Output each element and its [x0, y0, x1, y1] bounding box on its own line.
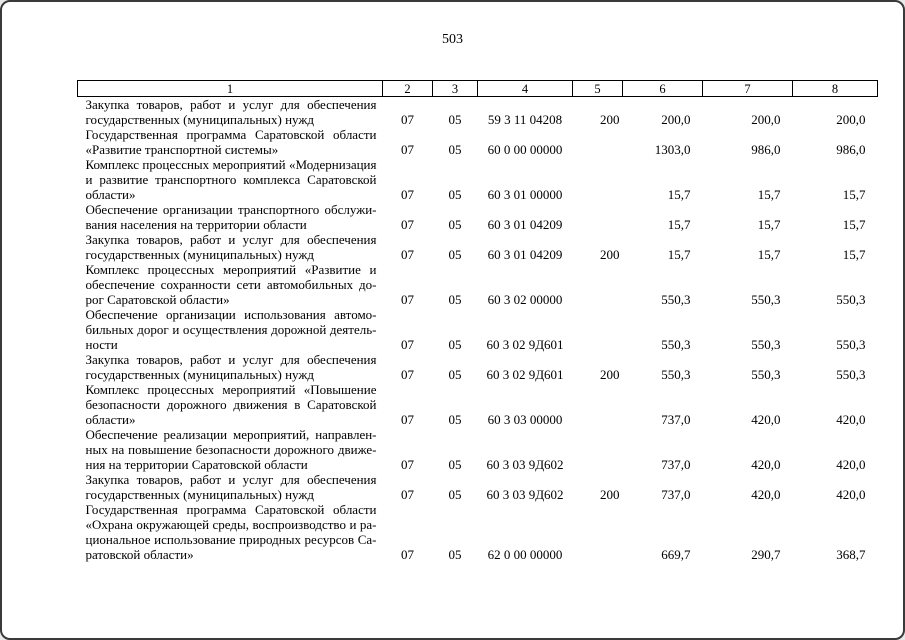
row-value-cell: 550,3 [661, 292, 691, 307]
row-value-cell: 986,0 [751, 142, 781, 157]
table-row [78, 127, 878, 157]
row-name-line: «Развитие транспортной системы» [85, 142, 279, 157]
row-name-line: Комплекс процессных мероприятий «Развитие и [85, 262, 377, 277]
header-cell-4: 4 [478, 81, 573, 97]
row-name-cell [78, 307, 383, 352]
table-row [78, 157, 878, 202]
row-name-cell [78, 472, 383, 502]
header-cell-7: 7 [703, 81, 793, 97]
row-value-cell: 07 [401, 292, 414, 307]
row-value-cell: 60 3 02 00000 [487, 292, 563, 307]
row-value-cell: 420,0 [836, 457, 866, 472]
row-value-cell: 60 3 03 9Д602 [486, 457, 564, 472]
row-name-line: циональное использование природных ресурсов Са- [85, 532, 377, 547]
row-name-cell [78, 427, 383, 472]
row-value-cell: 07 [401, 337, 414, 352]
row-value-cell: 05 [448, 112, 462, 127]
row-value-cell: 420,0 [751, 412, 781, 427]
row-value-cell: 420,0 [836, 487, 866, 502]
row-name-line: Обеспечение организации транспортного обслужи- [85, 202, 377, 217]
row-name-line: ных на повышение безопасности дорожного движе- [85, 442, 377, 457]
row-value-cell: 15,7 [757, 247, 781, 262]
row-value-cell: 07 [401, 547, 414, 562]
row-value-cell: 07 [401, 457, 414, 472]
table-header [78, 81, 878, 97]
row-name-line: бильных дорог и осуществления дорожной деятель- [85, 322, 377, 337]
row-value-cell: 60 3 01 04209 [487, 217, 563, 232]
row-value-cell: 986,0 [836, 142, 866, 157]
row-name-line: государственных (муниципальных) нужд [85, 487, 314, 502]
row-value-cell: 07 [401, 187, 414, 202]
table-row [78, 307, 878, 352]
row-value-cell: 05 [448, 547, 462, 562]
row-value-cell: 60 0 00 00000 [487, 142, 563, 157]
row-value-cell: 07 [401, 217, 414, 232]
row-value-cell: 60 3 02 9Д601 [486, 367, 564, 382]
table-row [78, 352, 878, 382]
row-name-cell [78, 232, 383, 262]
row-value-cell: 290,7 [751, 547, 781, 562]
row-value-cell: 15,7 [757, 187, 781, 202]
row-value-cell: 420,0 [751, 457, 781, 472]
row-name-line: государственных (муниципальных) нужд [85, 112, 314, 127]
row-value-cell: 07 [401, 112, 414, 127]
row-value-cell [573, 262, 623, 307]
row-value-cell: 60 3 03 9Д602 [486, 487, 564, 502]
row-value-cell: 200,0 [661, 112, 691, 127]
row-value-cell [573, 157, 623, 202]
row-value-cell: 200 [600, 112, 620, 127]
row-name-line: ния на территории Саратовской области [85, 457, 308, 472]
row-name-line: Закупка товаров, работ и услуг для обеспечения [85, 352, 377, 367]
row-name-line: «Охрана окружающей среды, воспроизводство и ра- [85, 517, 377, 532]
table-row [78, 427, 878, 472]
row-value-cell [573, 307, 623, 352]
row-name-line: Государственная программа Саратовской области [85, 127, 377, 142]
row-name-cell [78, 202, 383, 232]
row-value-cell: 550,3 [661, 367, 691, 382]
header-cell-5: 5 [573, 81, 623, 97]
row-value-cell: 59 3 11 04208 [487, 112, 563, 127]
row-value-cell: 669,7 [661, 547, 691, 562]
row-value-cell: 60 3 02 9Д601 [486, 337, 564, 352]
row-name-line: рог Саратовской области» [85, 292, 230, 307]
row-value-cell [573, 427, 623, 472]
header-cell-3: 3 [433, 81, 478, 97]
row-name-cell [78, 502, 383, 562]
header-cell-6: 6 [623, 81, 703, 97]
table-row [78, 97, 878, 128]
row-value-cell: 07 [401, 142, 414, 157]
row-value-cell: 05 [448, 412, 462, 427]
row-value-cell: 05 [448, 487, 462, 502]
header-cell-2: 2 [383, 81, 433, 97]
row-value-cell [573, 382, 623, 427]
row-value-cell: 550,3 [836, 337, 866, 352]
row-value-cell: 15,7 [667, 187, 691, 202]
row-value-cell: 05 [448, 292, 462, 307]
row-value-cell: 550,3 [836, 292, 866, 307]
row-name-line: Закупка товаров, работ и услуг для обеспечения [85, 472, 377, 487]
row-value-cell: 200 [600, 367, 620, 382]
row-value-cell: 07 [401, 367, 414, 382]
row-value-cell: 15,7 [842, 247, 866, 262]
row-value-cell: 05 [448, 217, 462, 232]
row-value-cell: 07 [401, 247, 414, 262]
row-value-cell: 737,0 [661, 487, 691, 502]
row-value-cell: 550,3 [751, 337, 781, 352]
row-value-cell [573, 502, 623, 562]
row-name-cell [78, 157, 383, 202]
row-name-line: ратовской области» [85, 547, 194, 562]
row-value-cell: 550,3 [836, 367, 866, 382]
row-value-cell: 60 3 01 00000 [487, 187, 563, 202]
row-value-cell: 15,7 [842, 187, 866, 202]
row-value-cell [573, 127, 623, 157]
row-name-line: государственных (муниципальных) нужд [85, 367, 314, 382]
row-value-cell: 550,3 [751, 292, 781, 307]
row-name-line: ности [85, 337, 118, 352]
row-name-line: Закупка товаров, работ и услуг для обеспечения [85, 97, 377, 112]
table-row [78, 382, 878, 427]
row-value-cell: 420,0 [751, 487, 781, 502]
row-value-cell: 737,0 [661, 457, 691, 472]
row-name-line: Закупка товаров, работ и услуг для обеспечения [85, 232, 377, 247]
row-name-line: обеспечение сохранности сети автомобильных до- [85, 277, 377, 292]
row-name-line: Комплекс процессных мероприятий «Модернизация [85, 157, 377, 172]
row-name-line: Государственная программа Саратовской области [85, 502, 377, 517]
row-value-cell: 07 [401, 487, 414, 502]
row-value-cell: 550,3 [751, 367, 781, 382]
row-value-cell: 15,7 [842, 217, 866, 232]
row-name-line: области» [85, 412, 136, 427]
table-row [78, 202, 878, 232]
row-value-cell: 368,7 [836, 547, 866, 562]
row-value-cell: 05 [448, 337, 462, 352]
header-cell-1: 1 [78, 81, 383, 97]
row-value-cell: 60 3 01 04209 [487, 247, 563, 262]
row-name-line: безопасности дорожного движения в Саратовской [85, 397, 377, 412]
row-name-line: государственных (муниципальных) нужд [85, 247, 314, 262]
row-value-cell: 200 [600, 247, 620, 262]
row-name-cell [78, 127, 383, 157]
row-value-cell: 420,0 [836, 412, 866, 427]
row-value-cell: 200,0 [836, 112, 866, 127]
row-value-cell: 05 [448, 187, 462, 202]
row-name-line: области» [85, 187, 136, 202]
row-name-cell [78, 97, 383, 128]
row-value-cell: 60 3 03 00000 [487, 412, 563, 427]
table-row [78, 472, 878, 502]
row-value-cell: 05 [448, 142, 462, 157]
row-name-line: и развитие транспортного комплекса Саратовской [85, 172, 377, 187]
header-cell-8: 8 [793, 81, 878, 97]
table-row [78, 262, 878, 307]
row-value-cell: 15,7 [757, 217, 781, 232]
table-row [78, 232, 878, 262]
row-value-cell: 05 [448, 367, 462, 382]
row-value-cell: 1303,0 [654, 142, 691, 157]
table-row [78, 502, 878, 562]
table-body [78, 97, 878, 563]
row-name-line: вания населения на территории области [85, 217, 307, 232]
row-value-cell: 200 [600, 487, 620, 502]
row-name-line: Обеспечение организации использования автомо- [85, 307, 377, 322]
row-value-cell: 737,0 [661, 412, 691, 427]
row-value-cell: 05 [448, 457, 462, 472]
row-name-cell [78, 262, 383, 307]
row-value-cell: 200,0 [751, 112, 781, 127]
row-name-line: Комплекс процессных мероприятий «Повышение [85, 382, 377, 397]
row-value-cell: 62 0 00 00000 [487, 547, 563, 562]
row-name-line: Обеспечение реализации мероприятий, направлен- [85, 427, 377, 442]
row-value-cell: 15,7 [667, 247, 691, 262]
row-value-cell: 07 [401, 412, 414, 427]
page-number: 503 [442, 32, 463, 47]
row-value-cell [573, 202, 623, 232]
row-value-cell: 15,7 [667, 217, 691, 232]
table-header-row [78, 81, 878, 97]
row-value-cell: 05 [448, 247, 462, 262]
budget-table [77, 80, 878, 562]
row-value-cell: 550,3 [661, 337, 691, 352]
row-name-cell [78, 382, 383, 427]
row-name-cell [78, 352, 383, 382]
